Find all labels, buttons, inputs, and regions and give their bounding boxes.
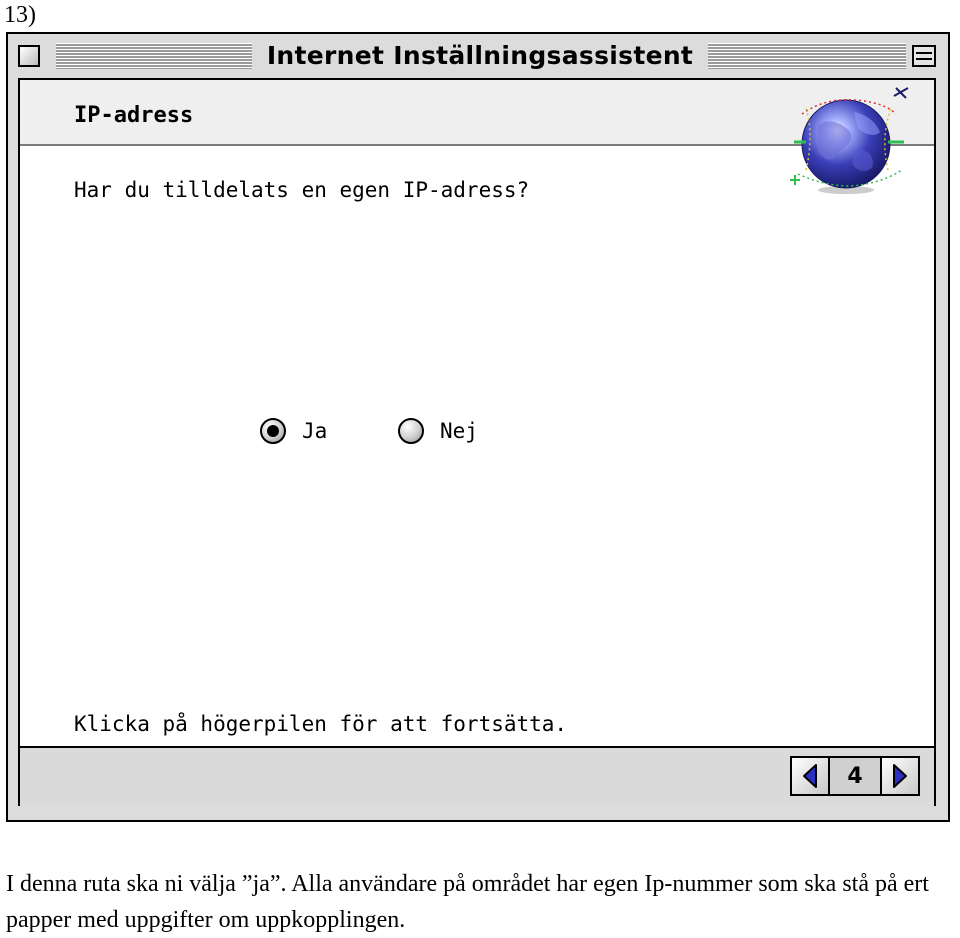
navigation-footer — [20, 746, 934, 806]
radio-button-nej[interactable] — [398, 418, 424, 444]
radio-option-ja[interactable] — [260, 416, 327, 446]
radio-button-ja[interactable] — [260, 418, 286, 444]
question-text: Har du tilldelats en egen IP-adress? — [74, 178, 530, 202]
content-panel — [18, 78, 936, 806]
title-bar-stripes-right — [708, 43, 906, 69]
section-title: IP-adress — [74, 103, 194, 128]
right-arrow-icon — [889, 762, 911, 790]
close-box-icon[interactable] — [18, 45, 40, 67]
collapse-box-icon[interactable] — [912, 45, 936, 67]
title-bar[interactable] — [8, 34, 948, 76]
step-label: 13) — [4, 2, 36, 28]
assistant-window — [6, 32, 950, 822]
instruction-text: Klicka på högerpilen för att fortsätta. — [74, 712, 568, 736]
forward-button[interactable] — [880, 756, 920, 796]
page-navigator — [790, 756, 920, 796]
caption-text: I denna ruta ska ni välja ”ja”. Alla användare på området har egen Ip-nummer som ska stå på ert papper med uppgifter om uppkopplingen. — [6, 871, 929, 933]
title-bar-stripes-left — [56, 43, 252, 69]
radio-option-nej[interactable] — [398, 416, 478, 446]
globe-icon — [784, 86, 914, 198]
back-button[interactable] — [790, 756, 830, 796]
radio-label-nej[interactable]: Nej — [440, 419, 478, 443]
window-title: Internet Inställningsassistent — [266, 41, 694, 70]
radio-label-ja[interactable]: Ja — [302, 419, 328, 443]
page-number: 4 — [830, 756, 880, 796]
left-arrow-icon — [799, 762, 821, 790]
